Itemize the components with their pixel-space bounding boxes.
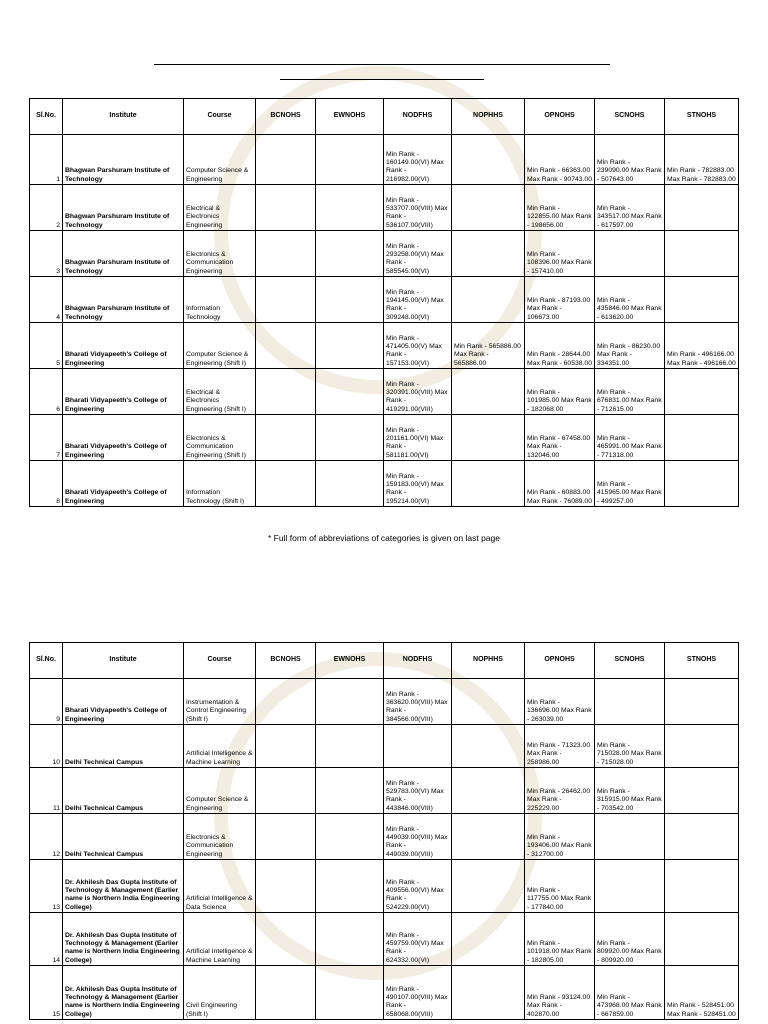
table-row <box>30 185 739 231</box>
header-opnohs: OPNOHS <box>525 99 595 135</box>
cell-ewnohs <box>316 679 384 725</box>
cell-nophhs <box>452 415 525 461</box>
cell-scnohs: Min Rank - 435846.00 Max Rank - 613620.00 <box>595 277 665 323</box>
cell-slno: 6 <box>30 369 63 415</box>
cell-nodfhs: Min Rank - 529783.00(VI) Max Rank - 443846.00(VIII) <box>384 768 452 814</box>
header-course: Course <box>184 643 256 679</box>
cell-nodfhs: Min Rank - 471405.00(V) Max Rank - 157153.00(VI) <box>384 323 452 369</box>
cell-stnohs <box>665 768 739 814</box>
cell-course: Information Technology (Shift I) <box>184 461 256 507</box>
cell-slno: 7 <box>30 415 63 461</box>
cell-stnohs <box>665 415 739 461</box>
cell-nophhs <box>452 814 525 860</box>
cell-slno: 10 <box>30 725 63 768</box>
cell-scnohs: Min Rank - 86230.00 Max Rank - 334351.00 <box>595 323 665 369</box>
header-institute: Institute <box>63 99 184 135</box>
cell-institute: Dr. Akhilesh Das Gupta Institute of Technology & Management (Earlier name is Northern India Engineering College) <box>63 860 184 913</box>
cell-institute: Delhi Technical Campus <box>63 768 184 814</box>
cell-scnohs: Min Rank - 415965.00 Max Rank - 499257.00 <box>595 461 665 507</box>
cell-scnohs: Min Rank - 809920.00 Max Rank - 809920.00 <box>595 913 665 966</box>
cell-scnohs <box>595 231 665 277</box>
cell-nodfhs: Min Rank - 409556.00(VI) Max Rank - 524229.00(VI) <box>384 860 452 913</box>
header-ewnohs: EWNOHS <box>316 99 384 135</box>
cell-opnohs: Min Rank - 101918.00 Max Rank - 182805.00 <box>525 913 595 966</box>
table-2-header <box>30 643 739 679</box>
header-nodfhs: NODFHS <box>384 99 452 135</box>
table-1-body <box>30 135 739 507</box>
cell-course: Computer Science & Engineering <box>184 135 256 185</box>
cell-opnohs: Min Rank - 26462.00 Max Rank - 225229.00 <box>525 768 595 814</box>
cell-scnohs: Min Rank - 473968.00 Max Rank - 667859.00 <box>595 966 665 1020</box>
cell-nodfhs: Min Rank - 363620.00(VIII) Max Rank - 384566.00(VIII) <box>384 679 452 725</box>
cell-course: Computer Science & Engineering <box>184 768 256 814</box>
cell-bcnohs <box>256 725 316 768</box>
cell-institute: Bhagwan Parshuram Institute of Technology <box>63 277 184 323</box>
header-slno: Sl.No. <box>30 99 63 135</box>
cell-institute: Bhagwan Parshuram Institute of Technology <box>63 185 184 231</box>
cell-stnohs <box>665 814 739 860</box>
cell-institute: Bhagwan Parshuram Institute of Technology <box>63 135 184 185</box>
cell-nophhs <box>452 966 525 1020</box>
cell-opnohs: Min Rank - 93124.00 Max Rank - 402870.00 <box>525 966 595 1020</box>
cell-nodfhs: Min Rank - 293258.00(VI) Max Rank - 585545.00(VI) <box>384 231 452 277</box>
cell-ewnohs <box>316 461 384 507</box>
cell-stnohs <box>665 913 739 966</box>
cell-slno: 5 <box>30 323 63 369</box>
cell-nophhs <box>452 135 525 185</box>
cell-ewnohs <box>316 913 384 966</box>
cell-ewnohs <box>316 277 384 323</box>
cell-bcnohs <box>256 185 316 231</box>
table-row <box>30 966 739 1020</box>
cell-course: Electrical & Electronics Engineering (Shift I) <box>184 369 256 415</box>
cell-slno: 13 <box>30 860 63 913</box>
header-stnohs: STNOHS <box>665 643 739 679</box>
cell-bcnohs <box>256 135 316 185</box>
table-row <box>30 369 739 415</box>
cell-institute: Bharati Vidyapeeth's College of Engineering <box>63 461 184 507</box>
cell-institute: Bharati Vidyapeeth's College of Engineering <box>63 415 184 461</box>
cell-institute: Delhi Technical Campus <box>63 814 184 860</box>
cell-nodfhs: Min Rank - 159183.00(VI) Max Rank - 195214.00(VI) <box>384 461 452 507</box>
cell-course: Electronics & Communication Engineering <box>184 814 256 860</box>
cell-institute: Delhi Technical Campus <box>63 725 184 768</box>
cell-slno: 1 <box>30 135 63 185</box>
cell-bcnohs <box>256 913 316 966</box>
cell-stnohs <box>665 369 739 415</box>
cell-nophhs <box>452 725 525 768</box>
cell-ewnohs <box>316 814 384 860</box>
cell-course: Artificial Intelligence & Machine Learning <box>184 725 256 768</box>
cell-stnohs: Min Rank - 782883.00 Max Rank - 782883.00 <box>665 135 739 185</box>
cell-opnohs: Min Rank - 117755.00 Max Rank - 177840.00 <box>525 860 595 913</box>
cell-stnohs <box>665 185 739 231</box>
cell-stnohs: Min Rank - 528451.00 Max Rank - 528451.00 <box>665 966 739 1020</box>
cell-opnohs: Min Rank - 66363.00 Max Rank - 90743.00 <box>525 135 595 185</box>
table-row <box>30 461 739 507</box>
header-course: Course <box>184 99 256 135</box>
cell-bcnohs <box>256 768 316 814</box>
cell-opnohs: Min Rank - 28644.00 Max Rank - 60538.00 <box>525 323 595 369</box>
cell-bcnohs <box>256 323 316 369</box>
cell-opnohs: Min Rank - 87193.00 Max Rank - 106673.00 <box>525 277 595 323</box>
cell-nodfhs: Min Rank - 459759.00(VI) Max Rank - 624332.00(VI) <box>384 913 452 966</box>
header-bcnohs: BCNOHS <box>256 99 316 135</box>
header-ewnohs: EWNOHS <box>316 643 384 679</box>
cell-course: Artificial Intelligence & Machine Learning <box>184 913 256 966</box>
cell-institute: Bharati Vidyapeeth's College of Engineering <box>63 369 184 415</box>
table-row <box>30 135 739 185</box>
cell-ewnohs <box>316 185 384 231</box>
cell-nophhs <box>452 913 525 966</box>
header-scnohs: SCNOHS <box>595 99 665 135</box>
header-stnohs: STNOHS <box>665 99 739 135</box>
cell-nophhs <box>452 369 525 415</box>
cell-stnohs <box>665 860 739 913</box>
cell-opnohs: Min Rank - 193406.00 Max Rank - 312700.00 <box>525 814 595 860</box>
cell-scnohs: Min Rank - 676831.00 Max Rank - 712615.00 <box>595 369 665 415</box>
cell-bcnohs <box>256 814 316 860</box>
header-nophhs: NOPHHS <box>452 99 525 135</box>
header-opnohs: OPNOHS <box>525 643 595 679</box>
cell-opnohs: Min Rank - 101985.00 Max Rank - 182068.00 <box>525 369 595 415</box>
cell-nophhs <box>452 679 525 725</box>
cell-opnohs: Min Rank - 67458.00 Max Rank - 132046.00 <box>525 415 595 461</box>
table-row <box>30 860 739 913</box>
cell-nodfhs: Min Rank - 160149.00(VI) Max Rank - 216982.00(VI) <box>384 135 452 185</box>
cell-ewnohs <box>316 369 384 415</box>
cell-opnohs: Min Rank - 60883.00 Max Rank - 76089.00 <box>525 461 595 507</box>
cell-ewnohs <box>316 323 384 369</box>
cell-opnohs: Min Rank - 122855.00 Max Rank - 198656.00 <box>525 185 595 231</box>
cell-course: Information Technology <box>184 277 256 323</box>
cell-slno: 12 <box>30 814 63 860</box>
cell-institute: Bhagwan Parshuram Institute of Technology <box>63 231 184 277</box>
header-slno: Sl.No. <box>30 643 63 679</box>
cell-slno: 15 <box>30 966 63 1020</box>
cell-nodfhs: Min Rank - 320391.00(VIII) Max Rank - 419291.00(VIII) <box>384 369 452 415</box>
cell-bcnohs <box>256 231 316 277</box>
table-2-body <box>30 679 739 1020</box>
cell-course: Computer Science & Engineering (Shift I) <box>184 323 256 369</box>
cell-stnohs <box>665 231 739 277</box>
cell-institute: Dr. Akhilesh Das Gupta Institute of Technology & Management (Earlier name is Northern India Engineering College) <box>63 966 184 1020</box>
cell-scnohs: Min Rank - 465991.00 Max Rank - 771318.00 <box>595 415 665 461</box>
cell-nodfhs: Min Rank - 449039.00(VIII) Max Rank - 449039.00(VIII) <box>384 814 452 860</box>
cell-course: Electrical & Electronics Engineering <box>184 185 256 231</box>
cell-nophhs <box>452 231 525 277</box>
cell-scnohs: Min Rank - 239090.00 Max Rank - 507643.00 <box>595 135 665 185</box>
header-nodfhs: NODFHS <box>384 643 452 679</box>
cell-stnohs <box>665 725 739 768</box>
header-bcnohs: BCNOHS <box>256 643 316 679</box>
table-row <box>30 277 739 323</box>
cell-nophhs <box>452 461 525 507</box>
heading-rule-2 <box>280 79 484 80</box>
cutoff-table-1 <box>29 98 739 507</box>
cell-scnohs <box>595 679 665 725</box>
table-row <box>30 768 739 814</box>
cell-stnohs <box>665 277 739 323</box>
cell-nophhs <box>452 860 525 913</box>
cell-slno: 2 <box>30 185 63 231</box>
cell-slno: 14 <box>30 913 63 966</box>
cell-bcnohs <box>256 966 316 1020</box>
cell-course: Electronics & Communication Engineering (Shift I) <box>184 415 256 461</box>
cell-slno: 11 <box>30 768 63 814</box>
cell-scnohs: Min Rank - 315915.00 Max Rank - 703542.00 <box>595 768 665 814</box>
cell-slno: 3 <box>30 231 63 277</box>
cell-nodfhs: Min Rank - 201161.00(VI) Max Rank - 581181.00(VI) <box>384 415 452 461</box>
cell-ewnohs <box>316 860 384 913</box>
heading-rule-1 <box>154 64 610 65</box>
cell-nodfhs: Min Rank - 194145.00(VI) Max Rank - 309248.00(VI) <box>384 277 452 323</box>
cell-course: Civil Engineering (Shift I) <box>184 966 256 1020</box>
cell-stnohs <box>665 679 739 725</box>
cell-scnohs <box>595 814 665 860</box>
cell-nophhs <box>452 768 525 814</box>
table-row <box>30 679 739 725</box>
cell-ewnohs <box>316 768 384 814</box>
header-institute: Institute <box>63 643 184 679</box>
cell-institute: Bharati Vidyapeeth's College of Engineering <box>63 679 184 725</box>
cell-ewnohs <box>316 725 384 768</box>
cell-course: Artificial Intelligence & Data Science <box>184 860 256 913</box>
cell-nophhs <box>452 185 525 231</box>
cell-slno: 9 <box>30 679 63 725</box>
header-nophhs: NOPHHS <box>452 643 525 679</box>
cell-ewnohs <box>316 966 384 1020</box>
cell-institute: Bharati Vidyapeeth's College of Engineering <box>63 323 184 369</box>
table-row <box>30 913 739 966</box>
cell-nodfhs <box>384 725 452 768</box>
cell-opnohs: Min Rank - 136696.00 Max Rank - 263039.00 <box>525 679 595 725</box>
table-row <box>30 415 739 461</box>
cell-bcnohs <box>256 277 316 323</box>
cell-course: Instrumentation & Control Engineering (Shift I) <box>184 679 256 725</box>
cell-slno: 8 <box>30 461 63 507</box>
cell-course: Electronics & Communication Engineering <box>184 231 256 277</box>
cell-stnohs <box>665 461 739 507</box>
cell-scnohs: Min Rank - 343517.00 Max Rank - 617597.00 <box>595 185 665 231</box>
table-row <box>30 814 739 860</box>
cell-nodfhs: Min Rank - 490107.00(VIII) Max Rank - 658068.00(VIII) <box>384 966 452 1020</box>
cell-bcnohs <box>256 860 316 913</box>
cell-stnohs: Min Rank - 496166.00 Max Rank - 496166.00 <box>665 323 739 369</box>
cell-nophhs <box>452 277 525 323</box>
cell-nodfhs: Min Rank - 533707.00(VIII) Max Rank - 536107.00(VIII) <box>384 185 452 231</box>
cell-nophhs: Min Rank - 565886.00 Max Rank - 565886.00 <box>452 323 525 369</box>
table-row <box>30 231 739 277</box>
cell-ewnohs <box>316 415 384 461</box>
cell-bcnohs <box>256 461 316 507</box>
cell-opnohs: Min Rank - 108396.00 Max Rank - 157410.00 <box>525 231 595 277</box>
cell-institute: Dr. Akhilesh Das Gupta Institute of Technology & Management (Earlier name is Northern India Engineering College) <box>63 913 184 966</box>
cell-scnohs: Min Rank - 715028.00 Max Rank - 715028.00 <box>595 725 665 768</box>
cell-slno: 4 <box>30 277 63 323</box>
cell-ewnohs <box>316 135 384 185</box>
table-row <box>30 725 739 768</box>
header-scnohs: SCNOHS <box>595 643 665 679</box>
abbreviation-note: * Full form of abbreviations of categories is given on last page <box>268 533 500 543</box>
table-row <box>30 323 739 369</box>
cell-bcnohs <box>256 415 316 461</box>
cell-ewnohs <box>316 231 384 277</box>
cell-scnohs <box>595 860 665 913</box>
cell-bcnohs <box>256 679 316 725</box>
table-1-header <box>30 99 739 135</box>
cutoff-table-2 <box>29 642 739 1020</box>
cell-bcnohs <box>256 369 316 415</box>
cell-opnohs: Min Rank - 71323.00 Max Rank - 258986.00 <box>525 725 595 768</box>
